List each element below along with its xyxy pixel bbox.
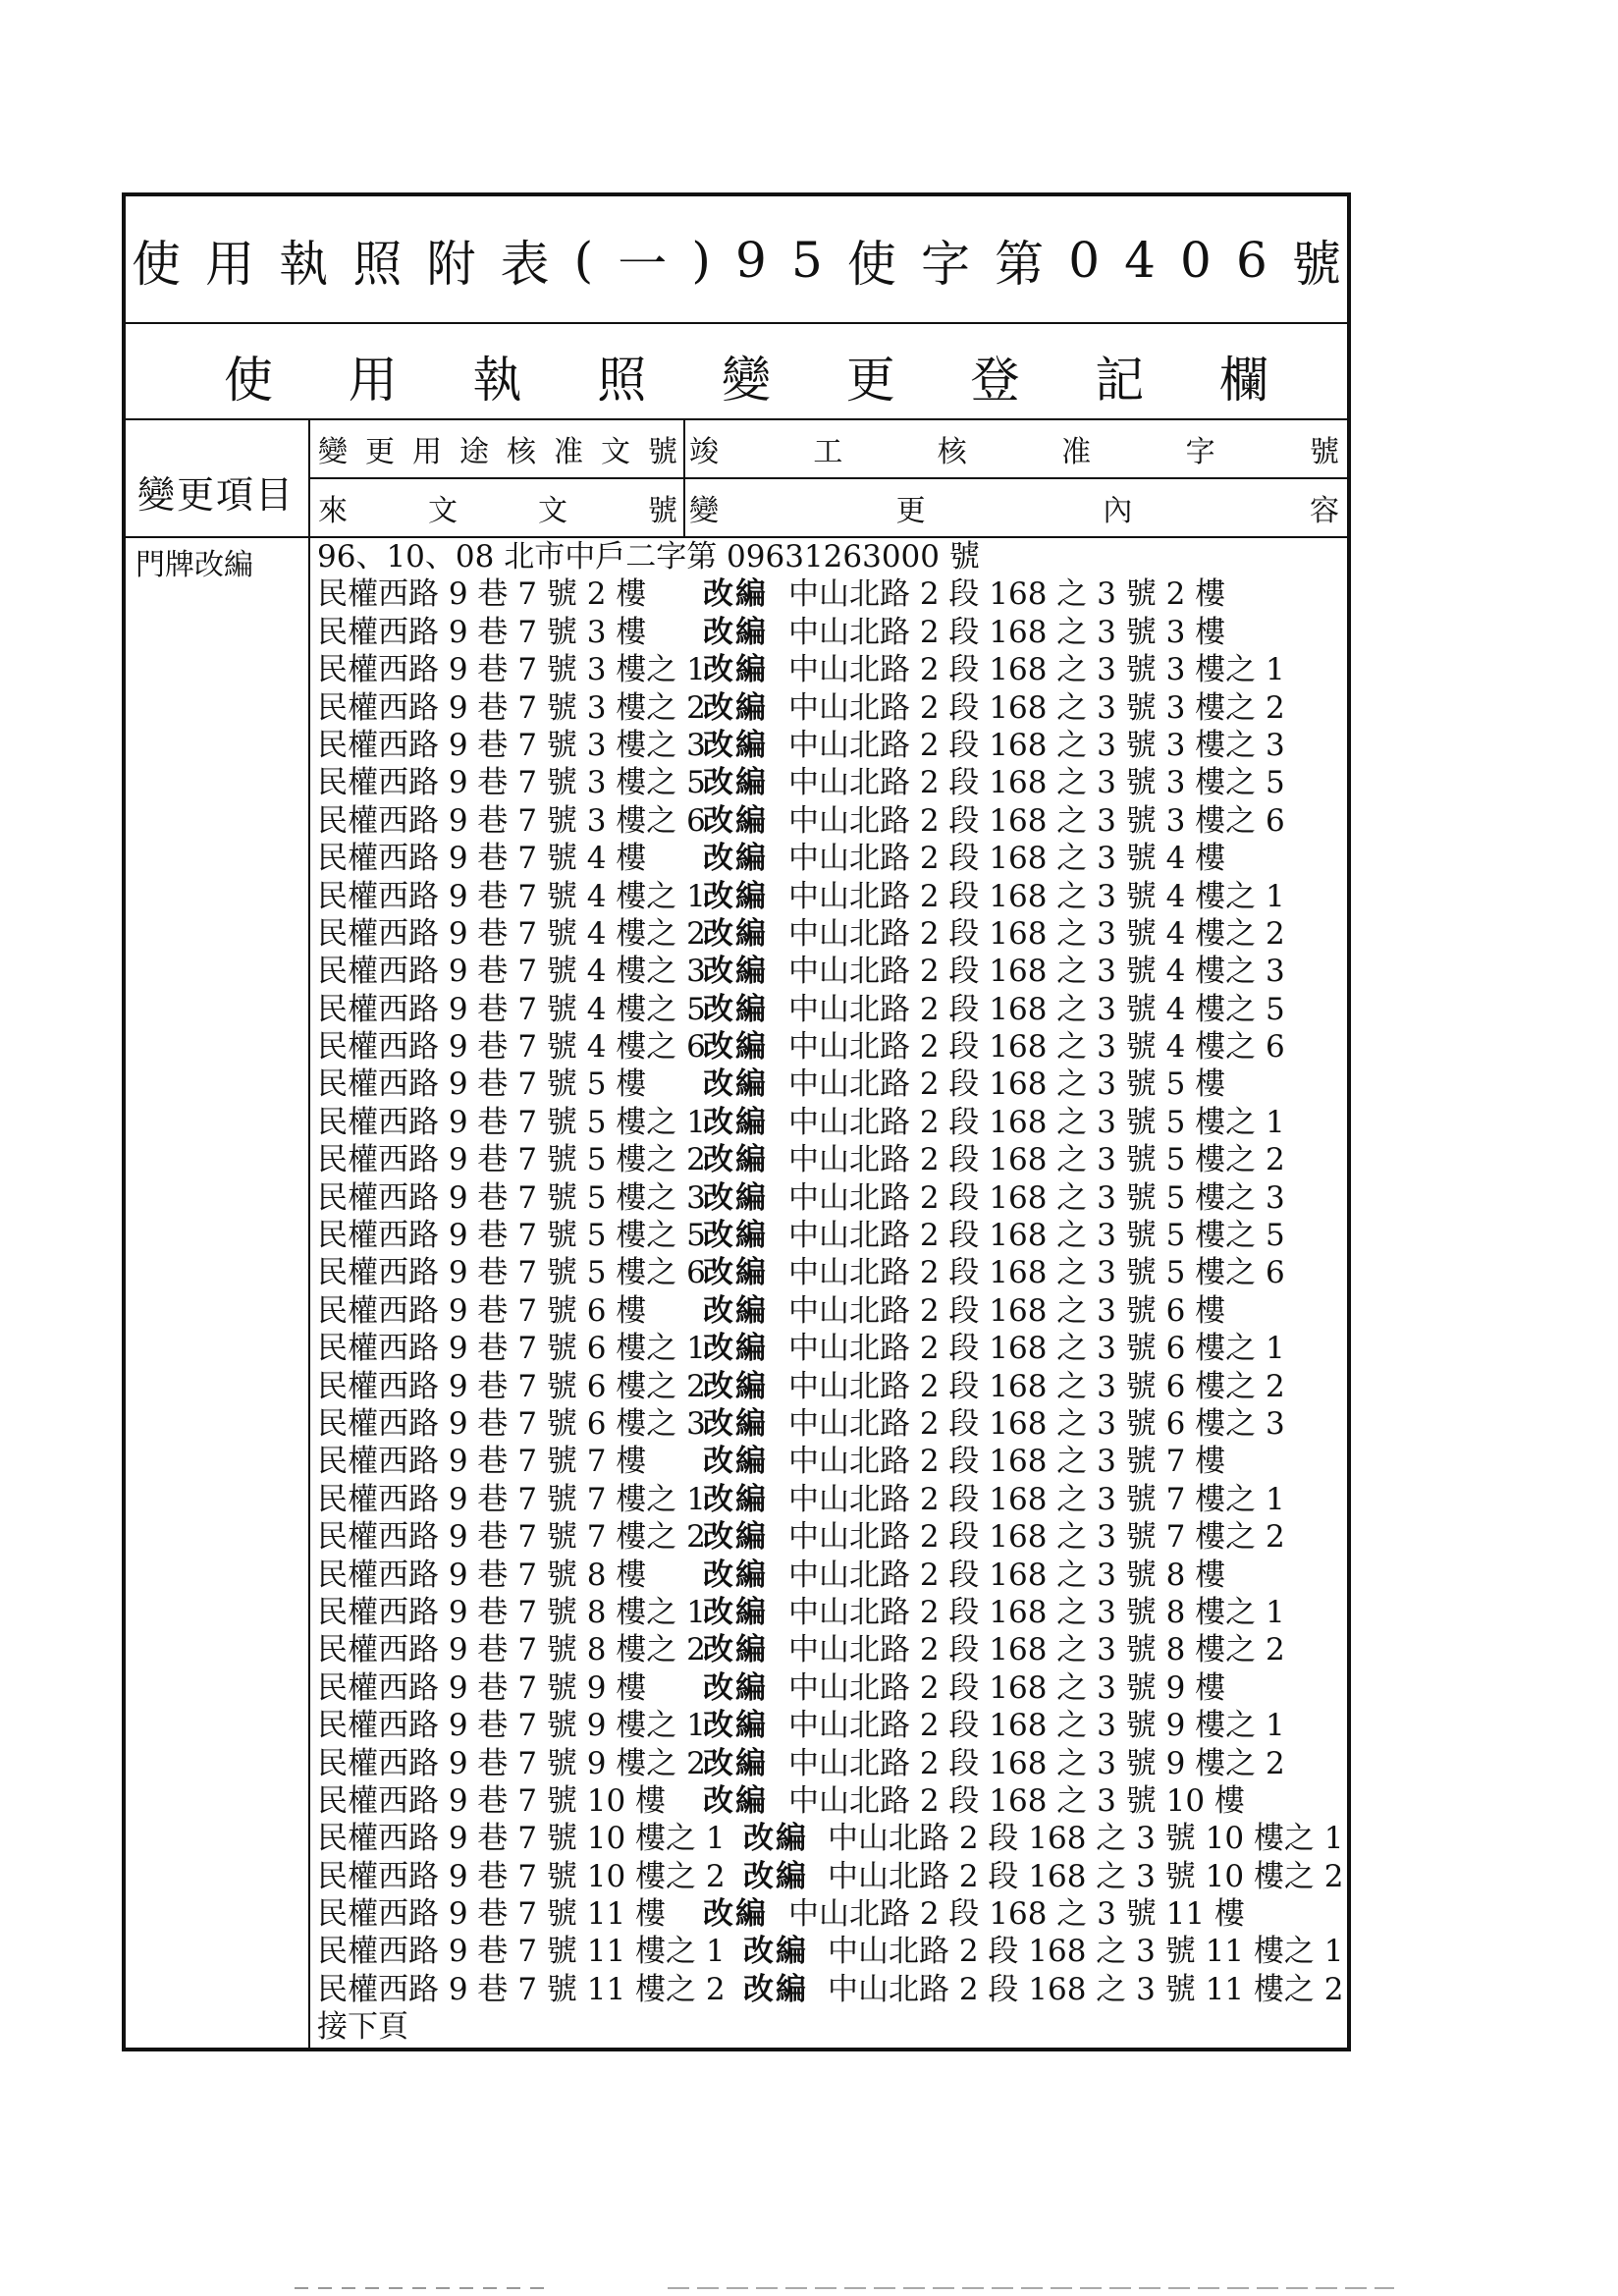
old-address: 民權西路 9 巷 7 號 3 樓之 1 <box>317 652 706 688</box>
old-address: 民權西路 9 巷 7 號 5 樓之 6 <box>317 1255 706 1291</box>
old-address: 民權西路 9 巷 7 號 4 樓 <box>317 841 647 877</box>
new-address: 中山北路 2 段 168 之 3 號 11 樓之 2 <box>828 1971 1344 2007</box>
title-char: 使 <box>846 236 896 293</box>
change-verb: 改編 <box>703 1142 768 1178</box>
incoming-doc-header <box>318 483 677 532</box>
old-address: 民權西路 9 巷 7 號 11 樓之 2 <box>317 1971 726 2007</box>
form-frame <box>122 192 1351 2051</box>
address-change-row <box>317 1066 1337 1103</box>
new-address: 中山北路 2 段 168 之 3 號 3 樓之 3 <box>788 727 1285 763</box>
old-address: 民權西路 9 巷 7 號 5 樓之 3 <box>317 1179 706 1216</box>
change-verb: 改編 <box>703 765 768 801</box>
section-title-char: 欄 <box>1219 352 1268 409</box>
section-title-char: 記 <box>1095 352 1145 409</box>
continued-note: 接下頁 <box>317 2009 408 2046</box>
title-char: 號 <box>1291 236 1341 293</box>
address-change-row <box>317 878 1337 915</box>
title-char: 字 <box>920 236 970 293</box>
header-char: 更 <box>895 494 926 528</box>
new-address: 中山北路 2 段 168 之 3 號 4 樓之 6 <box>788 1029 1285 1066</box>
header-char: 准 <box>554 435 583 469</box>
new-address: 中山北路 2 段 168 之 3 號 10 樓之 2 <box>828 1858 1344 1894</box>
old-address: 民權西路 9 巷 7 號 10 樓之 2 <box>317 1858 726 1894</box>
old-address: 民權西路 9 巷 7 號 5 樓 <box>317 1066 647 1103</box>
change-verb: 改編 <box>703 915 768 952</box>
old-address: 民權西路 9 巷 7 號 4 樓之 3 <box>317 954 706 990</box>
header-char: 號 <box>648 435 677 469</box>
new-address: 中山北路 2 段 168 之 3 號 5 樓之 1 <box>788 1104 1285 1140</box>
new-address: 中山北路 2 段 168 之 3 號 5 樓之 5 <box>788 1218 1285 1254</box>
new-address: 中山北路 2 段 168 之 3 號 7 樓之 2 <box>788 1519 1285 1556</box>
title-char: ) <box>691 232 711 289</box>
old-address: 民權西路 9 巷 7 號 4 樓之 6 <box>317 1029 706 1066</box>
address-change-row <box>317 1782 1337 1820</box>
old-address: 民權西路 9 巷 7 號 5 樓之 5 <box>317 1218 706 1254</box>
new-address: 中山北路 2 段 168 之 3 號 4 樓之 5 <box>788 991 1285 1027</box>
title-char: 表 <box>500 236 550 293</box>
title-char: 一 <box>618 236 668 293</box>
change-verb: 改編 <box>703 1368 768 1404</box>
header-char: 更 <box>365 435 395 469</box>
address-change-row <box>317 1104 1337 1141</box>
old-address: 民權西路 9 巷 7 號 7 樓 <box>317 1444 647 1480</box>
change-verb: 改編 <box>703 1444 768 1480</box>
title-char: 4 <box>1124 232 1156 289</box>
header-char: 容 <box>1309 494 1339 528</box>
new-address: 中山北路 2 段 168 之 3 號 6 樓 <box>788 1292 1226 1329</box>
change-verb: 改編 <box>743 1821 808 1857</box>
new-address: 中山北路 2 段 168 之 3 號 7 樓之 1 <box>788 1481 1285 1517</box>
address-change-row <box>317 1330 1337 1367</box>
change-verb: 改編 <box>703 1594 768 1630</box>
new-address: 中山北路 2 段 168 之 3 號 3 樓之 1 <box>788 652 1285 688</box>
divider <box>126 322 1347 324</box>
change-verb: 改編 <box>703 1218 768 1254</box>
address-change-row <box>317 1895 1337 1933</box>
change-item-header: 變更項目 <box>137 472 296 517</box>
address-change-row <box>317 1028 1337 1066</box>
old-address: 民權西路 9 巷 7 號 8 樓之 1 <box>317 1594 706 1630</box>
change-verb: 改編 <box>703 1405 768 1442</box>
new-address: 中山北路 2 段 168 之 3 號 5 樓 <box>788 1066 1226 1103</box>
change-verb: 改編 <box>703 1255 768 1291</box>
new-address: 中山北路 2 段 168 之 3 號 8 樓之 2 <box>788 1632 1285 1668</box>
old-address: 民權西路 9 巷 7 號 6 樓之 1 <box>317 1331 706 1367</box>
change-verb: 改編 <box>703 1066 768 1103</box>
address-change-row <box>317 1179 1337 1217</box>
title-char: 5 <box>790 232 823 289</box>
old-address: 民權西路 9 巷 7 號 6 樓 <box>317 1292 647 1329</box>
old-address: 民權西路 9 巷 7 號 5 樓之 2 <box>317 1142 706 1178</box>
old-address: 民權西路 9 巷 7 號 11 樓 <box>317 1896 667 1933</box>
change-verb: 改編 <box>743 1858 808 1894</box>
title-char: 第 <box>995 236 1045 293</box>
change-verb: 改編 <box>703 1745 768 1781</box>
header-char: 文 <box>601 435 630 469</box>
new-address: 中山北路 2 段 168 之 3 號 4 樓之 1 <box>788 878 1285 914</box>
title-char: 使 <box>132 236 181 293</box>
divider <box>308 477 1347 479</box>
address-change-row <box>317 1368 1337 1405</box>
new-address: 中山北路 2 段 168 之 3 號 4 樓之 3 <box>788 954 1285 990</box>
header-char: 准 <box>1061 435 1092 469</box>
section-title-char: 用 <box>348 352 398 409</box>
address-change-row <box>317 1745 1337 1782</box>
old-address: 民權西路 9 巷 7 號 7 樓之 1 <box>317 1481 706 1517</box>
change-verb: 改編 <box>703 614 768 650</box>
title-char: 6 <box>1235 232 1267 289</box>
header-char: 工 <box>813 435 843 469</box>
header-char: 用 <box>412 435 442 469</box>
new-address: 中山北路 2 段 168 之 3 號 8 樓之 1 <box>788 1594 1285 1630</box>
completion-approval-header <box>689 424 1343 473</box>
old-address: 民權西路 9 巷 7 號 3 樓之 2 <box>317 689 706 726</box>
address-change-row <box>317 764 1337 801</box>
old-address: 民權西路 9 巷 7 號 3 樓之 6 <box>317 802 706 839</box>
old-address: 民權西路 9 巷 7 號 7 樓之 2 <box>317 1519 706 1556</box>
change-verb: 改編 <box>703 1632 768 1668</box>
address-change-row <box>317 1405 1337 1443</box>
old-address: 民權西路 9 巷 7 號 9 樓之 1 <box>317 1708 706 1744</box>
change-item-value: 門牌改編 <box>135 548 253 582</box>
address-change-row <box>317 1933 1344 1970</box>
address-change-row <box>317 689 1337 727</box>
change-content-body <box>317 538 1344 2047</box>
address-change-row <box>317 651 1337 688</box>
address-change-row <box>317 1217 1337 1254</box>
new-address: 中山北路 2 段 168 之 3 號 4 樓之 2 <box>788 915 1285 952</box>
section-title-char: 變 <box>722 352 771 409</box>
old-address: 民權西路 9 巷 7 號 3 樓之 3 <box>317 727 706 763</box>
change-verb: 改編 <box>703 689 768 726</box>
change-verb: 改編 <box>703 1557 768 1593</box>
address-change-list <box>317 575 1344 2008</box>
change-verb: 改編 <box>703 1669 768 1706</box>
new-address: 中山北路 2 段 168 之 3 號 11 樓 <box>788 1896 1245 1933</box>
address-change-row <box>317 727 1337 764</box>
new-address: 中山北路 2 段 168 之 3 號 3 樓之 5 <box>788 765 1285 801</box>
new-address: 中山北路 2 段 168 之 3 號 5 樓之 6 <box>788 1255 1285 1291</box>
change-verb: 改編 <box>703 878 768 914</box>
change-verb: 改編 <box>703 1519 768 1556</box>
new-address: 中山北路 2 段 168 之 3 號 11 樓之 1 <box>828 1934 1344 1970</box>
old-address: 民權西路 9 巷 7 號 4 樓之 2 <box>317 915 706 952</box>
title-char: ( <box>573 232 594 289</box>
new-address: 中山北路 2 段 168 之 3 號 3 樓之 6 <box>788 802 1285 839</box>
new-address: 中山北路 2 段 168 之 3 號 8 樓 <box>788 1557 1226 1593</box>
address-change-row <box>317 840 1337 877</box>
new-address: 中山北路 2 段 168 之 3 號 9 樓之 1 <box>788 1708 1285 1744</box>
change-verb: 改編 <box>703 841 768 877</box>
old-address: 民權西路 9 巷 7 號 9 樓之 2 <box>317 1745 706 1781</box>
address-change-row <box>317 802 1337 840</box>
address-change-row <box>317 1518 1337 1556</box>
old-address: 民權西路 9 巷 7 號 9 樓 <box>317 1669 647 1706</box>
header-char: 號 <box>648 494 677 528</box>
new-address: 中山北路 2 段 168 之 3 號 4 樓 <box>788 841 1226 877</box>
new-address: 中山北路 2 段 168 之 3 號 9 樓之 2 <box>788 1745 1285 1781</box>
old-address: 民權西路 9 巷 7 號 8 樓之 2 <box>317 1632 706 1668</box>
approval-doc-header <box>318 424 677 473</box>
old-address: 民權西路 9 巷 7 號 6 樓之 2 <box>317 1368 706 1404</box>
change-verb: 改編 <box>703 727 768 763</box>
old-address: 民權西路 9 巷 7 號 3 樓之 5 <box>317 765 706 801</box>
address-change-row <box>317 1820 1344 1857</box>
change-verb: 改編 <box>703 1104 768 1140</box>
change-verb: 改編 <box>703 1179 768 1216</box>
change-verb: 改編 <box>703 991 768 1027</box>
address-change-row <box>317 1141 1337 1178</box>
address-change-row <box>317 953 1337 990</box>
new-address: 中山北路 2 段 168 之 3 號 2 樓 <box>788 576 1226 613</box>
header-char: 核 <box>507 435 536 469</box>
change-verb: 改編 <box>703 652 768 688</box>
title-char: 照 <box>352 236 403 293</box>
section-title-char: 登 <box>970 352 1020 409</box>
section-title <box>224 342 1268 410</box>
address-change-row <box>317 1557 1337 1594</box>
title-char: 0 <box>1068 232 1100 289</box>
section-title-char: 使 <box>224 352 273 409</box>
address-change-row <box>317 1669 1337 1707</box>
header-char: 號 <box>1309 435 1339 469</box>
old-address: 民權西路 9 巷 7 號 10 樓 <box>317 1782 667 1819</box>
new-address: 中山北路 2 段 168 之 3 號 3 樓 <box>788 614 1226 650</box>
change-verb: 改編 <box>743 1934 808 1970</box>
change-verb: 改編 <box>703 1896 768 1933</box>
new-address: 中山北路 2 段 168 之 3 號 6 樓之 3 <box>788 1405 1285 1442</box>
title-char: 0 <box>1180 232 1212 289</box>
old-address: 民權西路 9 巷 7 號 11 樓之 1 <box>317 1934 726 1970</box>
address-change-row <box>317 1707 1337 1744</box>
change-verb: 改編 <box>703 954 768 990</box>
header-char: 竣 <box>689 435 719 469</box>
address-change-row <box>317 1481 1337 1518</box>
change-verb: 改編 <box>703 1292 768 1329</box>
address-change-row <box>317 614 1337 651</box>
change-verb: 改編 <box>743 1971 808 2007</box>
header-char: 變 <box>689 494 719 528</box>
new-address: 中山北路 2 段 168 之 3 號 7 樓 <box>788 1444 1226 1480</box>
old-address: 民權西路 9 巷 7 號 4 樓之 5 <box>317 991 706 1027</box>
change-verb: 改編 <box>703 802 768 839</box>
address-change-row <box>317 1971 1344 2008</box>
address-change-row <box>317 1631 1337 1668</box>
address-change-row <box>317 991 1337 1028</box>
address-change-row <box>317 1858 1344 1895</box>
address-change-row <box>317 575 1337 613</box>
scan-noise <box>0 2259 1618 2296</box>
reference-number: 96、10、08 北市中戶二字第 09631263000 號 <box>317 539 980 574</box>
header-char: 變 <box>318 435 348 469</box>
section-title-char: 更 <box>845 352 895 409</box>
old-address: 民權西路 9 巷 7 號 10 樓之 1 <box>317 1821 726 1857</box>
section-title-char: 執 <box>472 352 522 409</box>
change-verb: 改編 <box>703 576 768 613</box>
title-char: 附 <box>426 236 476 293</box>
header-char: 來 <box>318 494 348 528</box>
new-address: 中山北路 2 段 168 之 3 號 6 樓之 2 <box>788 1368 1285 1404</box>
change-verb: 改編 <box>703 1029 768 1066</box>
new-address: 中山北路 2 段 168 之 3 號 6 樓之 1 <box>788 1331 1285 1367</box>
new-address: 中山北路 2 段 168 之 3 號 10 樓 <box>788 1782 1245 1819</box>
change-verb: 改編 <box>703 1782 768 1819</box>
form-title <box>132 226 1341 295</box>
address-change-row <box>317 1594 1337 1631</box>
change-verb: 改編 <box>703 1708 768 1744</box>
header-char: 內 <box>1103 494 1133 528</box>
header-char: 文 <box>538 494 567 528</box>
new-address: 中山北路 2 段 168 之 3 號 5 樓之 3 <box>788 1179 1285 1216</box>
change-verb: 改編 <box>703 1481 768 1517</box>
header-char: 字 <box>1185 435 1215 469</box>
old-address: 民權西路 9 巷 7 號 5 樓之 1 <box>317 1104 706 1140</box>
old-address: 民權西路 9 巷 7 號 8 樓 <box>317 1557 647 1593</box>
change-verb: 改編 <box>703 1331 768 1367</box>
change-content-header <box>689 483 1343 532</box>
address-change-row <box>317 915 1337 953</box>
section-title-char: 照 <box>597 352 647 409</box>
old-address: 民權西路 9 巷 7 號 2 樓 <box>317 576 647 613</box>
old-address: 民權西路 9 巷 7 號 4 樓之 1 <box>317 878 706 914</box>
new-address: 中山北路 2 段 168 之 3 號 5 樓之 2 <box>788 1142 1285 1178</box>
old-address: 民權西路 9 巷 7 號 6 樓之 3 <box>317 1405 706 1442</box>
title-char: 用 <box>205 236 255 293</box>
column-divider <box>308 418 310 2048</box>
address-change-row <box>317 1443 1337 1480</box>
old-address: 民權西路 9 巷 7 號 3 樓 <box>317 614 647 650</box>
new-address: 中山北路 2 段 168 之 3 號 3 樓之 2 <box>788 689 1285 726</box>
new-address: 中山北路 2 段 168 之 3 號 10 樓之 1 <box>828 1821 1344 1857</box>
title-char: 9 <box>735 232 767 289</box>
title-char: 執 <box>279 236 329 293</box>
new-address: 中山北路 2 段 168 之 3 號 9 樓 <box>788 1669 1226 1706</box>
header-char: 核 <box>937 435 967 469</box>
address-change-row <box>317 1292 1337 1330</box>
header-char: 途 <box>459 435 489 469</box>
header-char: 文 <box>428 494 458 528</box>
address-change-row <box>317 1254 1337 1291</box>
